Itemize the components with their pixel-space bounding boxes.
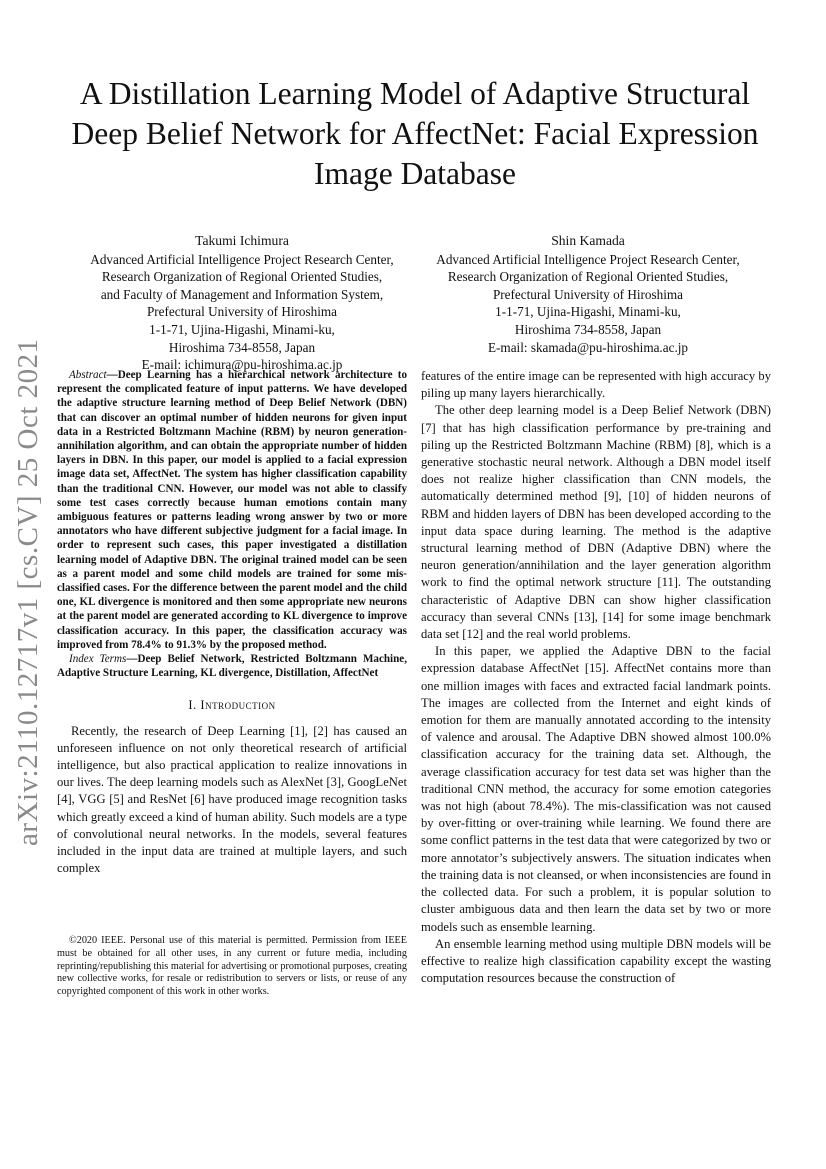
- body-paragraph: features of the entire image can be represented with high accuracy by piling up many layers hierarchically.: [421, 369, 771, 401]
- author-name: Shin Kamada: [551, 233, 625, 248]
- index-terms: [57, 652, 407, 680]
- author-address-line: Hiroshima 734-8558, Japan: [514, 321, 662, 337]
- section-title: Introduction: [200, 698, 276, 713]
- author-affiliation-line: Research Organization of Regional Oriented Studies,: [101, 269, 383, 285]
- author-address-line: 1-1-71, Ujina-Higashi, Minami-ku,: [495, 304, 681, 320]
- author-address-line: Hiroshima 734-8558, Japan: [168, 339, 316, 355]
- section-heading: [57, 697, 407, 714]
- right-column: [421, 368, 771, 987]
- arxiv-stamp: arXiv:2110.12717v1 [cs.CV] 25 Oct 2021: [12, 338, 44, 846]
- index-terms-text: —Deep Belief Network, Restricted Boltzmann Machine, Adaptive Structure Learning, KL divergence, Distillation, AffectNet: [57, 653, 407, 680]
- abstract-label: Abstract: [69, 369, 107, 381]
- copyright-notice: ©2020 IEEE. Personal use of this material is permitted. Permission from IEEE must be obtained for all other uses, in any current or future media, including reprinting/republishing this material for advertising or promotional purposes, creating new collective works, for resale or redistribution to servers or lists, or reuse of any copyrighted component of this work in other works.: [57, 935, 407, 998]
- body-paragraph: Recently, the research of Deep Learning [1], [2] has caused an unforeseen influence on not only theoretical research of artificial intelligence, but also practical application to realize innovations in our lives. The deep learning models such as AlexNet [3], GoogLeNet [4], VGG [5] and ResNet [6] have produced image recognition tasks which greatly exceed a kind of human ability. Such models are a type of convolutional neural networks. In the models, several features included in the input data are trained at multiple layers, and such complex: [57, 723, 407, 876]
- author-block-2: [408, 232, 768, 356]
- left-column: [57, 368, 407, 878]
- author-address-line: 1-1-71, Ujina-Higashi, Minami-ku,: [149, 321, 335, 337]
- author-name: Takumi Ichimura: [195, 233, 289, 248]
- author-affiliation-line: and Faculty of Management and Information System,: [100, 286, 384, 302]
- paper-title: A Distillation Learning Model of Adaptive Structural Deep Belief Network for AffectNet: Facial Expression Image Database: [71, 76, 759, 191]
- author-email: E-mail: ichimura@pu-hiroshima.ac.jp: [141, 357, 343, 373]
- author-affiliation-line: Advanced Artificial Intelligence Project Research Center,: [436, 251, 740, 267]
- body-paragraph: The other deep learning model is a Deep Belief Network (DBN) [7] that has high classification performance by pre-training and piling up the Restricted Boltzmann Machine (RBM) [8], which is a generative stochastic neural network. Although a DBN model itself does not realize higher classification than CNN models, the automatically determined method [9], [10] of hidden neurons of RBM and hidden layers of DBN has been developed according to the input data space during learning. The method is the adaptive structural learning method of DBN (Adaptive DBN) where the neuron generation/annihilation and the layer generation algorithm work to find the optimal network structure [11]. The outstanding characteristic of Adaptive DBN can show higher classification accuracy than several CNNs [13], [14] for some image benchmark data set [12] and the real world problems.: [421, 403, 771, 642]
- abstract-text: —Deep Learning has a hierarchical network architecture to represent the complicated feature of input patterns. We have developed the adaptive structure learning method of Deep Belief Network (DBN) that can discover an optimal number of hidden neurons for given input data in a Restricted Boltzmann Machine (RBM) by neuron generation-annihilation algorithm, and can obtain the appropriate number of hidden layers in DBN. In this paper, our model is applied to a facial expression image data set, AffectNet. The system has higher classification capability than the traditional CNN. However, our model was not able to classify some test cases correctly because human emotions contain many ambiguous features or patterns leading wrong answer by two or more annotators who have different subjective judgment for a facial image. In order to represent such cases, this paper investigated a distillation learning model of Adaptive DBN. The original trained model can be seen as a parent model and some child models are trained for some mis-classified cases. For the difference between the parent model and the child one, KL divergence is monitored and then some appropriate new neurons at the parent model are generated according to KL divergence to improve classification accuracy. In this paper, the classification accuracy was improved from 78.4% to 91.3% by the proposed method.: [57, 369, 407, 651]
- author-email: E-mail: skamada@pu-hiroshima.ac.jp: [487, 339, 688, 355]
- author-affiliation-line: Research Organization of Regional Oriented Studies,: [447, 269, 729, 285]
- index-terms-label: Index Terms: [69, 653, 127, 666]
- author-block-1: [62, 232, 422, 374]
- section-number: I.: [188, 698, 201, 713]
- author-affiliation-line: Prefectural University of Hiroshima: [146, 304, 338, 320]
- body-paragraph: An ensemble learning method using multiple DBN models will be effective to realize high classification capability except the wasting computation resources because the construction of: [421, 936, 771, 986]
- author-affiliation-line: Prefectural University of Hiroshima: [492, 286, 684, 302]
- author-affiliation-line: Advanced Artificial Intelligence Project Research Center,: [90, 251, 394, 267]
- body-paragraph: In this paper, we applied the Adaptive DBN to the facial expression database AffectNet [15]. AffectNet contains more than one million images with faces and extracted facial landmark points. The images are collected from the Internet and eight kinds of emotion for them are manually annotated according to the intensity of valence and arousal. The Adaptive DBN showed almost 100.0% classification accuracy for the training data set. Although, the average classification accuracy for test data set was higher than the traditional CNN method, the accuracy for some emotion categories was not high (about 78.4%). The mis-classification was not caused by over-fitting or over-training while learning. We found there are some conflict patterns in the test data that were categorized by two or more annotator’s subjectively answers. The situation indicates when the training data is not cleansed, or when inconsistencies are found in the collected data. For such a problem, it is popular solution to cluster ambiguous data and then learn the data set by two or more models such as ensemble learning.: [421, 644, 771, 934]
- abstract: [57, 368, 407, 652]
